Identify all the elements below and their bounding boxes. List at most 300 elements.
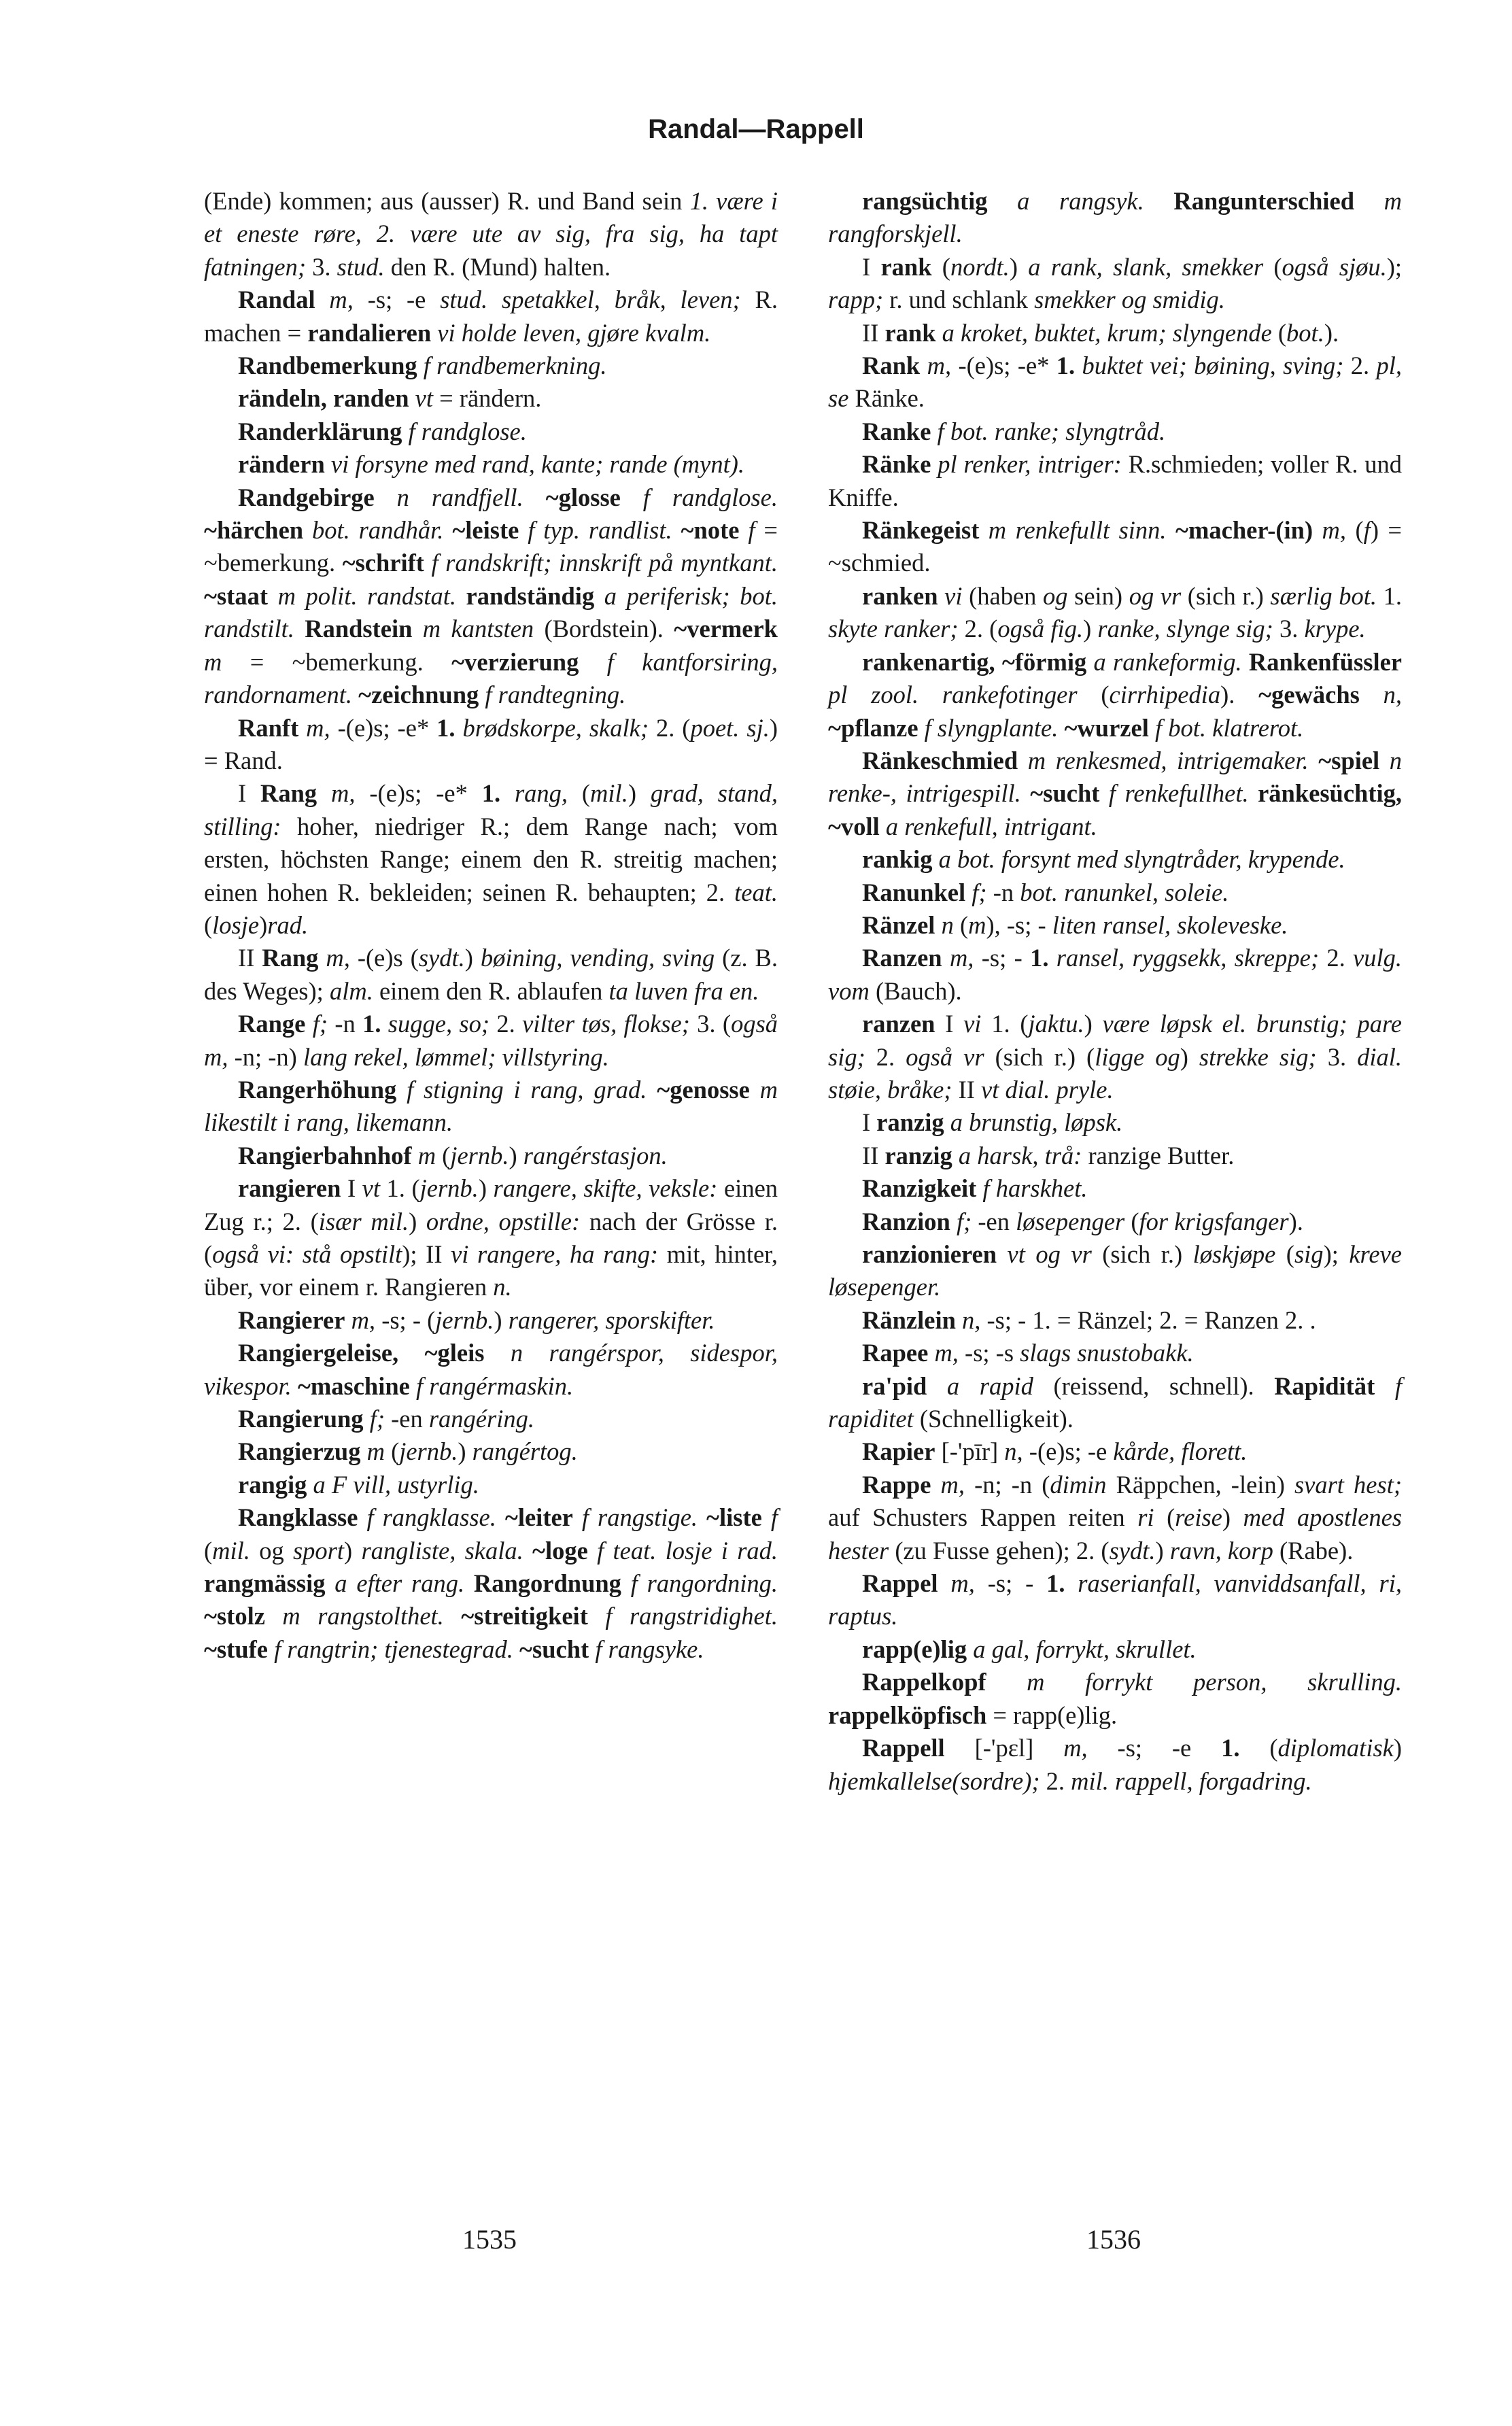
entry-text: nordt. (950, 252, 1010, 281)
entry-text: ta luven fra en. (608, 976, 759, 1005)
headword: ~gewächs (1258, 681, 1360, 709)
entry-text: bot. ranunkel, soleie. (1020, 878, 1229, 906)
headword: Rangklasse (238, 1503, 358, 1532)
entry-text: poet. sj. (690, 713, 770, 742)
entry-text: rangérstasjon. (523, 1141, 668, 1169)
headword: Ränkeschmied (862, 746, 1018, 774)
entry-text: m, (318, 944, 350, 972)
entry-text: f randbemerkning. (417, 352, 607, 380)
entry-text: -s; - (974, 1569, 1047, 1598)
entry-text: teat. (734, 878, 778, 906)
entry-text: rangéring. (428, 1405, 534, 1433)
entry-text: (sich r.) (1091, 1240, 1193, 1268)
entry-text: n, (955, 1305, 981, 1334)
headword: Rapier (862, 1437, 935, 1466)
entry-text: -s; - 1. = Ränzel; 2. = Ranzen 2. . (980, 1305, 1316, 1334)
headword: ~macher-(in) (1166, 516, 1313, 545)
headword: ~wurzel (1058, 713, 1149, 742)
headword: 1. (481, 779, 501, 808)
entry-text: n randfjell. (374, 483, 523, 511)
headword: randalieren (307, 318, 432, 347)
headword: Ränkegeist (862, 516, 980, 545)
headword: ranzen (862, 1010, 935, 1038)
entry-text: -(e)s ( (349, 944, 419, 972)
headword: Rangierer (238, 1305, 345, 1334)
dictionary-entry (204, 185, 778, 284)
page-header: Randal—Rappell (648, 114, 864, 144)
entry-text: f bot. klatrerot. (1148, 713, 1304, 742)
dictionary-entry (204, 1337, 778, 1403)
headword: ~zeichnung (351, 681, 479, 709)
headword: Rang (262, 944, 319, 972)
headword: ~verzierung (451, 647, 579, 676)
dictionary-entry (828, 317, 1402, 349)
entry-text: sydt. (418, 944, 465, 972)
entry-text: ( (1154, 1503, 1175, 1532)
entry-text: m, (317, 779, 356, 808)
entry-text: m, (920, 352, 952, 380)
entry-text: sugge, so; (381, 1010, 490, 1038)
headword: Rangunterschied (1144, 187, 1355, 215)
headword: Ränzlein (862, 1305, 956, 1334)
headword: rank (880, 252, 932, 281)
entry-text: ( (1271, 318, 1287, 347)
entry-text: smekker og smidig. (1034, 286, 1225, 314)
entry-text: f kantforsiring, randornament. (204, 647, 778, 709)
headword: Ränke (862, 450, 931, 479)
headword: Rangierung (238, 1405, 364, 1433)
entry-text: (reissend, schnell). (1033, 1371, 1254, 1400)
entry-text: ranzige Butter. (1082, 1141, 1235, 1169)
dictionary-entry (828, 1633, 1402, 1666)
entry-text: 2. (489, 1010, 523, 1038)
entry-text: -n; -n) (228, 1042, 303, 1071)
entry-text: strekke sig; (1199, 1042, 1317, 1071)
entry-text: f bot. ranke; slyngtråd. (931, 417, 1166, 445)
dictionary-entry (828, 843, 1402, 876)
entry-text: f (761, 1503, 778, 1532)
entry-text: vi (963, 1010, 982, 1038)
entry-text: slags snustobakk. (1020, 1339, 1194, 1367)
headword: ~vermerk (674, 615, 778, 643)
entry-text: ( (384, 1437, 400, 1466)
entry-text: ( (1263, 252, 1282, 281)
entry-text: ). (1288, 1207, 1303, 1235)
entry-text: ( (1124, 1207, 1139, 1235)
entry-text: f rangérmaskin. (409, 1371, 574, 1400)
entry-text: rang, (500, 779, 568, 808)
entry-text: ) (1155, 1536, 1170, 1565)
right-column (828, 185, 1402, 1798)
headword: ~stufe (204, 1635, 268, 1663)
entry-text: pl renker, intriger: (931, 450, 1122, 479)
headword: Rappe (862, 1470, 931, 1499)
entry-text: f rangtrin; tjenestegrad. (268, 1635, 513, 1663)
headword: Randbemerkung (238, 352, 417, 380)
headword: ~pflanze (828, 713, 918, 742)
entry-text: (Bauch). (869, 976, 962, 1005)
entry-text: ransel, ryggsekk, skreppe; (1048, 944, 1319, 972)
dictionary-entry (828, 646, 1402, 745)
dictionary-entry (828, 1435, 1402, 1468)
headword: Rangiergeleise, (238, 1339, 399, 1367)
headword: Ranzigkeit (862, 1174, 977, 1203)
headword: randständig (456, 581, 595, 610)
entry-text: a harsk, trå: (952, 1141, 1082, 1169)
entry-text: ), -s; - (986, 910, 1052, 939)
entry-text: -s; - (974, 944, 1031, 972)
entry-text: -s; - ( (375, 1305, 436, 1334)
entry-text: ) (259, 910, 268, 939)
entry-text: rapp; (828, 286, 884, 314)
entry-text: især mil. (318, 1207, 409, 1235)
headword: ranzionieren (862, 1240, 997, 1268)
headword: ranzig (884, 1141, 952, 1169)
headword: 1. (1046, 1569, 1065, 1598)
entry-text: I (341, 1174, 362, 1203)
entry-text: alm. (329, 976, 373, 1005)
entry-text: med apostlenes hester (828, 1503, 1402, 1565)
entry-text: ) (344, 1536, 362, 1565)
headword: Randerklärung (238, 417, 402, 445)
entry-text: hjemkallelse(sordre); (828, 1766, 1040, 1795)
entry-text: f harskhet. (976, 1174, 1088, 1203)
entry-text: -s; -s (958, 1339, 1020, 1367)
entry-text: pl, se (828, 352, 1403, 413)
headword: rank (884, 318, 936, 347)
left-column (204, 185, 778, 1666)
entry-text: r. und schlank (883, 286, 1035, 314)
entry-text: m (411, 1141, 436, 1169)
entry-text: rangerer, sporskifter. (508, 1305, 715, 1334)
entry-text: m likestilt i rang, likemann. (204, 1075, 778, 1137)
dictionary-entry (828, 1140, 1402, 1172)
headword: rankenartig, ~förmig (862, 647, 1087, 676)
headword: ~genosse (647, 1075, 750, 1104)
headword: Ranft (238, 713, 299, 742)
dictionary-entry (828, 942, 1402, 1008)
headword: Randgebirge (238, 483, 375, 511)
entry-text: f randglose. (402, 417, 527, 445)
entry-text: R.schmieden; voller R. und Kniffe. (828, 450, 1402, 511)
entry-text: ) (1222, 1503, 1243, 1532)
entry-text: ) (478, 1174, 494, 1203)
entry-text: a rangsyk. (987, 187, 1144, 215)
entry-text: f rangklasse. (358, 1503, 496, 1532)
dictionary-entry (204, 1403, 778, 1435)
entry-text: vt (362, 1174, 380, 1203)
entry-text: nach der Grösse r. ( (204, 1207, 778, 1268)
entry-text: (haben (962, 581, 1044, 610)
entry-text: f rangordning. (621, 1569, 778, 1598)
entry-text: vilter tøs, flokse; (522, 1010, 690, 1038)
entry-text: også m, (204, 1010, 778, 1071)
entry-text: ) (1084, 1010, 1103, 1038)
entry-text: f randskrift; innskrift på myntkant. (424, 549, 778, 577)
dictionary-entry (204, 712, 778, 778)
dictionary-entry (828, 1238, 1402, 1304)
headword: ~leiste (443, 516, 519, 545)
headword: Rang (260, 779, 317, 808)
headword: ~sucht (513, 1635, 589, 1663)
entry-text: ( (1275, 1240, 1294, 1268)
entry-text: 2. (1319, 944, 1354, 972)
entry-text: [-'pɛl] (944, 1734, 1064, 1762)
entry-text: bot. (1286, 318, 1324, 347)
entry-text: ( (1346, 516, 1364, 545)
entry-text: skyte ranker; (828, 615, 959, 643)
entry-text: ( (1239, 1734, 1278, 1762)
entry-text: sig (1294, 1240, 1324, 1268)
entry-text: særlig bot. (1270, 581, 1377, 610)
page-number-left: 1535 (462, 2224, 517, 2255)
headword: 1. (1030, 944, 1049, 972)
entry-text: vt (409, 384, 433, 413)
entry-text: ordne, opstille: (426, 1207, 581, 1235)
entry-text: = ~bemerkung. (204, 516, 778, 577)
dictionary-entry (828, 1206, 1402, 1238)
dictionary-entry (828, 349, 1402, 415)
entry-text: 3. (306, 252, 337, 281)
entry-text: 1. (1377, 581, 1403, 610)
entry-text: 1. ( (981, 1010, 1029, 1038)
entry-text: ) (1180, 1042, 1199, 1071)
dictionary-entry (204, 777, 778, 942)
entry-text: m rangforskjell. (828, 187, 1402, 248)
entry-text: f rangstridighet. (587, 1602, 778, 1630)
dictionary-entry (828, 580, 1402, 646)
headword: Rappelkopf (862, 1668, 986, 1696)
entry-text: I (238, 779, 261, 808)
entry-text: ) (1009, 252, 1029, 281)
entry-text: 2. (865, 1042, 906, 1071)
entry-text: ) (628, 779, 651, 808)
entry-text: 2. ( (958, 615, 998, 643)
entry-text: 1. være i et eneste røre, 2. være ute av sig, fra sig, ha tapt fatningen; (204, 187, 778, 281)
headword: Rankenfüssler (1241, 647, 1402, 676)
entry-text: m, (298, 713, 330, 742)
entry-text: diplomatisk (1277, 1734, 1394, 1762)
entry-text: løsepenger (1016, 1207, 1125, 1235)
dictionary-entry (204, 1008, 778, 1074)
entry-text: m (204, 647, 222, 676)
entry-text: f randtegning. (479, 681, 626, 709)
entry-text: ) (1083, 615, 1098, 643)
entry-text: m (360, 1437, 385, 1466)
entry-text: [-'pīr] (935, 1437, 1005, 1466)
headword: rändeln, randen (238, 384, 409, 413)
entry-text: einen Zug r.; 2. ( (204, 1174, 778, 1235)
entry-text: R. machen = (204, 286, 778, 347)
dictionary-entry (204, 1435, 778, 1468)
dictionary-entry (204, 284, 778, 349)
dictionary-entry (828, 1172, 1402, 1205)
entry-text: m (968, 910, 986, 939)
headword: Rank (862, 352, 921, 380)
entry-text: rangere, skifte, veksle: (493, 1174, 718, 1203)
entry-text: m, (315, 286, 354, 314)
entry-text: vi forsyne med rand, kante; rande (mynt). (324, 450, 745, 479)
dictionary-entry (828, 1666, 1402, 1732)
dictionary-entry (828, 1370, 1402, 1436)
headword: ranzig (876, 1108, 944, 1137)
headword: Ranunkel (862, 878, 966, 906)
headword: ~schrift (342, 549, 424, 577)
dictionary-entry (204, 1074, 778, 1140)
entry-text: ); (1323, 1240, 1350, 1268)
entry-text: ( (568, 779, 591, 808)
entry-text: jernb. (435, 1305, 494, 1334)
entry-text: f rapiditet (828, 1371, 1402, 1433)
headword: Randstein (294, 615, 413, 643)
entry-text: m polit. randstat. (268, 581, 456, 610)
headword: ~gleis (398, 1339, 485, 1367)
headword: rankig (862, 845, 933, 874)
entry-text: cirrhipedia (1109, 681, 1221, 709)
entry-text: -(e)s; -e* (330, 713, 437, 742)
headword: ~stolz (204, 1602, 265, 1630)
entry-text: Ränke. (848, 384, 925, 413)
entry-text: grad, stand, stilling: (204, 779, 778, 840)
entry-text: m forrykt person, skrulling. (986, 1668, 1402, 1696)
entry-text: ) = ~schmied. (828, 516, 1403, 577)
headword: Rangierzug (238, 1437, 361, 1466)
entry-text: løskjøpe (1192, 1240, 1276, 1268)
dictionary-entry (204, 942, 778, 1008)
entry-text: reise (1175, 1503, 1222, 1532)
entry-text: a gal, forrykt, skrullet. (967, 1635, 1197, 1663)
headword: Ranke (862, 417, 931, 445)
entry-text: I (862, 1108, 877, 1137)
entry-text: sydt. (1109, 1536, 1156, 1565)
entry-text: vulg. vom (828, 944, 1403, 1005)
dictionary-entry (204, 481, 778, 712)
entry-text: sport (292, 1536, 345, 1565)
entry-text: a renkefull, intrigant. (879, 812, 1097, 840)
dictionary-entry (204, 349, 778, 382)
headword: Rapidität (1254, 1371, 1375, 1400)
headword: rangsüchtig (862, 187, 988, 215)
entry-text: ravn, korp (1169, 1536, 1273, 1565)
page-number-right: 1536 (1086, 2224, 1141, 2255)
entry-text: ) (409, 1207, 426, 1235)
entry-text: f; (965, 878, 987, 906)
entry-text: ri (1137, 1503, 1154, 1532)
entry-text: mil. (590, 779, 628, 808)
dictionary-entry (204, 1501, 778, 1666)
entry-text: m renkesmed, intrigemaker. (1018, 746, 1309, 774)
dictionary-entry (204, 1304, 778, 1337)
dictionary-entry (204, 382, 778, 415)
dictionary-entry (828, 251, 1402, 317)
entry-text: ) (1393, 1734, 1403, 1762)
entry-text: vi rangere, ha rang: (451, 1240, 659, 1268)
entry-text: buktet vei; bøining, sving; (1075, 352, 1344, 380)
entry-text: f (739, 516, 755, 545)
entry-text: rangértog. (472, 1437, 578, 1466)
entry-text: ). (1220, 681, 1259, 709)
entry-text: f teat. losje i rad. (587, 1536, 778, 1565)
entry-text: kreve løsepenger. (828, 1240, 1403, 1301)
entry-text: f; (305, 1010, 328, 1038)
entry-text: 3. (1273, 615, 1305, 643)
entry-text: bøining, vending, sving (480, 944, 715, 972)
entry-text: II (862, 318, 885, 347)
entry-text: 3. ( (689, 1010, 732, 1038)
headword: Ränzel (862, 910, 935, 939)
entry-text: m renkefullt sinn. (979, 516, 1167, 545)
entry-text: vi (938, 581, 963, 610)
entry-text: ) (458, 1437, 472, 1466)
dictionary-entry (828, 876, 1402, 909)
entry-text: -n; -n ( (965, 1470, 1050, 1499)
entry-text: f; (950, 1207, 972, 1235)
entry-text: ranke, slynge sig; (1097, 615, 1273, 643)
headword: rändern (238, 450, 325, 479)
entry-text: a efter rang. (325, 1569, 465, 1598)
entry-text: (Bordstein). (534, 615, 674, 643)
entry-text: n renke-, intrigespill. (828, 746, 1403, 808)
entry-text: ) (509, 1141, 523, 1169)
headword: Range (238, 1010, 306, 1038)
entry-text: a rapid (927, 1371, 1033, 1400)
dictionary-entry (828, 909, 1402, 942)
entry-text: -en (384, 1405, 429, 1433)
headword: Rangerhöhung (238, 1075, 397, 1104)
entry-text: f typ. randlist. (519, 516, 672, 545)
entry-text: n. (493, 1273, 512, 1301)
entry-text: (Schnelligkeit). (913, 1405, 1073, 1433)
entry-text: vt dial. pryle. (981, 1075, 1114, 1104)
dictionary-entry (828, 1304, 1402, 1337)
headword: Ranzion (862, 1207, 950, 1235)
entry-text: rangliste, skala. (361, 1536, 523, 1565)
entry-text: dial. støie, bråke; (828, 1042, 1403, 1104)
entry-text: II (862, 1141, 885, 1169)
entry-text: (Rabe). (1273, 1536, 1354, 1565)
entry-text: 1. ( (380, 1174, 420, 1203)
entry-text: og (250, 1536, 293, 1565)
headword: rangieren (238, 1174, 341, 1203)
entry-text: = ~bemerkung. (222, 647, 452, 676)
entry-text: -en (972, 1207, 1016, 1235)
dictionary-entry (204, 1172, 778, 1304)
entry-text: stud. spetakkel, bråk, leven; (440, 286, 741, 314)
headword: ~härchen (204, 516, 304, 545)
entry-text: ( (1077, 681, 1110, 709)
entry-text: (zu Fusse gehen); 2. ( (889, 1536, 1110, 1565)
entry-text: ( (953, 910, 969, 939)
entry-text: være løpsk el. brunstig; pare sig; (828, 1010, 1402, 1071)
headword: Rappel (862, 1569, 938, 1598)
entry-text: n rangérspor, sidespor, vikespor. (204, 1339, 778, 1400)
dictionary-entry (828, 1567, 1402, 1633)
entry-text: f rangstige. (572, 1503, 698, 1532)
dictionary-entry (204, 448, 778, 481)
entry-text: f stigning i rang, grad. (396, 1075, 647, 1104)
dictionary-entry (828, 415, 1402, 448)
entry-text: a rankeformig. (1086, 647, 1242, 676)
headword: Rangierbahnhof (238, 1141, 412, 1169)
entry-text: a brunstig, løpsk. (944, 1108, 1123, 1137)
entry-text: (sich r.) ( (984, 1042, 1095, 1071)
entry-text: losje (212, 910, 260, 939)
dictionary-entry (828, 448, 1402, 514)
dictionary-entry (828, 1337, 1402, 1369)
entry-text: f; (363, 1405, 385, 1433)
dictionary-entry (828, 1106, 1402, 1139)
entry-text: også vi: stå opstilt (212, 1240, 402, 1268)
